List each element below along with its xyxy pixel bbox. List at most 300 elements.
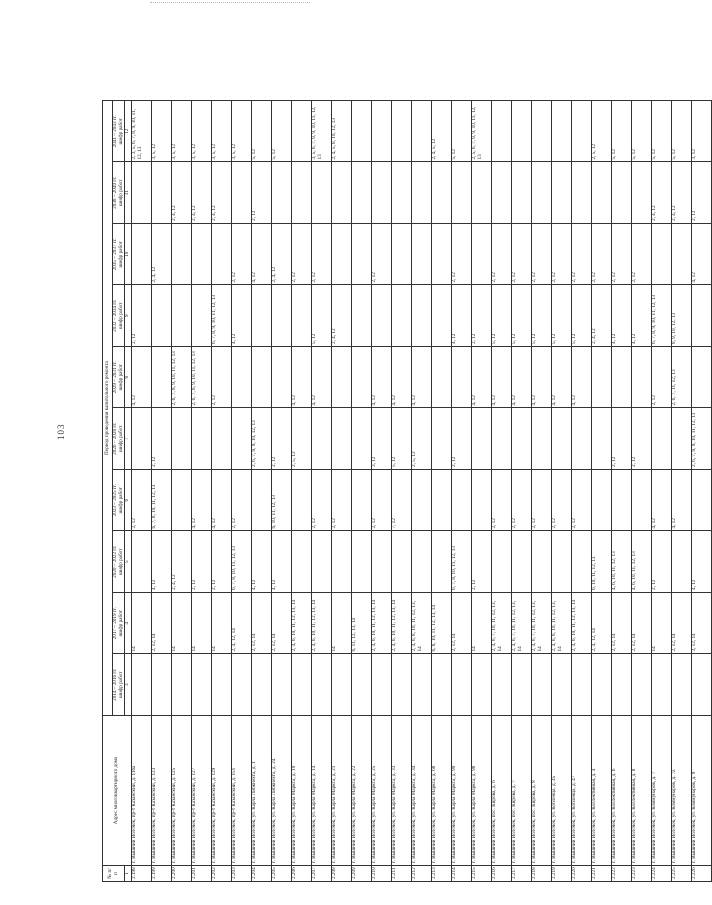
work-code-cell: 6, 7, 8, 10, 11, 12, 13 [152, 470, 172, 532]
work-code-cell [132, 654, 152, 716]
work-code-cell [432, 654, 452, 716]
work-code-cell [492, 408, 512, 470]
work-code-cell [132, 224, 152, 286]
work-code-cell: 2, 12 [492, 470, 512, 532]
work-code-cell: 2, 12 [372, 224, 392, 286]
column-index: 6 [125, 470, 132, 532]
row-number: 2.215 [472, 866, 492, 882]
period-group-header: Период проведения капитального ремонта [103, 101, 113, 716]
work-code-cell [472, 408, 492, 470]
row-address: г. Вышний Волочек, пос. Кирова, д. 6 [492, 716, 512, 866]
work-code-cell [652, 224, 672, 286]
row-number: 2.210 [372, 866, 392, 882]
work-code-cell: 2, 12 [532, 224, 552, 286]
work-code-cell: 4, 12 [252, 531, 272, 593]
work-code-cell: 4, 12 [532, 347, 552, 409]
work-code-cell [632, 470, 652, 532]
work-code-cell [432, 224, 452, 286]
column-index: 11 [125, 162, 132, 224]
column-index: 8 [125, 347, 132, 409]
row-address: г. Вышний Волочек, пр-т Казанский, д. 125 [172, 716, 192, 866]
work-code-cell [192, 654, 212, 716]
work-code-cell [472, 224, 492, 286]
work-code-cell [592, 162, 612, 224]
table-row [212, 101, 232, 882]
work-code-cell: 2, 4, 12 [652, 162, 672, 224]
work-code-cell [332, 408, 352, 470]
row-number: 2.218 [532, 866, 552, 882]
table-row [272, 101, 292, 882]
column-index: 7 [125, 408, 132, 470]
work-code-cell: 2, 5, 12 [292, 408, 312, 470]
work-code-cell: 2, 12 [212, 531, 232, 593]
work-code-cell: 2, 12 [292, 224, 312, 286]
work-code-cell [572, 408, 592, 470]
period-years: 2029 – 2031 гг. [112, 361, 118, 394]
row-address: г. Вышний Волочек, ул. Коммунаров, д. 7 [652, 716, 672, 866]
work-code-cell: 2, 12, 14 [612, 593, 632, 655]
work-code-cell [152, 347, 172, 409]
work-code-cell: 4, 12 [392, 347, 412, 409]
period-years: 2035 – 2037 гг. [112, 238, 118, 271]
work-code-cell: 5, 12 [572, 285, 592, 347]
work-code-cell [592, 654, 612, 716]
period-header [113, 285, 125, 347]
row-number: 2.205 [272, 866, 292, 882]
work-code-cell [312, 162, 332, 224]
work-code-cell: 2, 4, 6, 8, 10, 11, 12, 13, 14 [412, 593, 432, 655]
work-code-cell: 5, 12 [612, 101, 632, 163]
work-code-cell: 14 [192, 593, 212, 655]
work-code-cell: 2, 12 [492, 224, 512, 286]
table-row [332, 101, 352, 882]
table-row [572, 101, 592, 882]
work-code-cell [432, 531, 452, 593]
work-code-cell [352, 654, 372, 716]
work-code-cell: 4, 12 [192, 470, 212, 532]
work-code-cell: 2, 12 [332, 470, 352, 532]
work-code-cell [332, 347, 352, 409]
work-code-cell: 2, 12 [192, 531, 212, 593]
table-row [372, 101, 392, 882]
work-code-cell [352, 162, 372, 224]
work-code-cell: 2, 12 [152, 408, 172, 470]
work-code-cell [672, 408, 692, 470]
row-address: г. Вышний Волочек, ул. Коммунаров, д. 9 [692, 716, 712, 866]
period-subheader: шифр работ [117, 241, 124, 268]
work-code-cell [172, 224, 192, 286]
work-code-cell [492, 101, 512, 163]
work-code-cell: 5, 12 [532, 285, 552, 347]
period-subheader: шифр работ [117, 179, 124, 206]
work-code-cell [352, 101, 372, 163]
work-code-cell [432, 470, 452, 532]
work-code-cell: 14 [172, 593, 192, 655]
col-no-header: № п/п [103, 866, 125, 882]
work-code-cell [152, 285, 172, 347]
work-code-cell [412, 285, 432, 347]
work-code-cell: 4, 12 [672, 470, 692, 532]
table-row [652, 101, 672, 882]
table-row [312, 101, 332, 882]
work-code-cell: 2, 4, 5, 8, 10, 12, 13 [332, 101, 352, 163]
table-row [692, 101, 712, 882]
work-code-cell: 2, 12 [632, 408, 652, 470]
period-subheader: шифр работ [117, 425, 124, 452]
column-index: 1 [125, 866, 132, 882]
table-row [492, 101, 512, 882]
work-code-cell [452, 162, 472, 224]
work-code-cell: 2, 12 [532, 470, 552, 532]
work-code-cell: 2, 12 [472, 285, 492, 347]
row-number: 2.217 [512, 866, 532, 882]
work-code-cell [352, 285, 372, 347]
work-code-cell [632, 347, 652, 409]
work-code-cell [252, 285, 272, 347]
row-address: г. Вышний Волочек, пос. Кирова, д. 8 [532, 716, 552, 866]
work-code-cell [232, 408, 252, 470]
work-code-cell: 2, 12 [312, 224, 332, 286]
work-code-cell: 4, 12 [232, 285, 252, 347]
row-address: г. Вышний Волочек, пр-т Казанский, д. 123 [152, 716, 172, 866]
work-code-cell: 5, 12 [312, 285, 332, 347]
work-code-cell: 3, 5, 12 [152, 101, 172, 163]
work-code-cell [572, 531, 592, 593]
period-header [113, 101, 125, 163]
work-code-cell [232, 347, 252, 409]
row-address: г. Вышний Волочек, ул. Карла Маркса, д. 90 [452, 716, 472, 866]
row-number: 2.220 [572, 866, 592, 882]
work-code-cell: 2, 4, 6, 7, 10, 11, 12, 13, 14 [512, 593, 532, 655]
row-address: г. Вышний Волочек, ул. Карла Маркса, д. 68 [432, 716, 452, 866]
work-code-cell: 6, 10, 11, 12, 13 [272, 470, 292, 532]
work-code-cell [232, 162, 252, 224]
row-address: г. Вышний Волочек, ул. Кобленца, д. 45 [552, 716, 572, 866]
work-code-cell [212, 224, 232, 286]
work-code-cell [572, 101, 592, 163]
period-header [113, 408, 125, 470]
period-header [113, 470, 125, 532]
work-code-cell: 4, 12 [552, 347, 572, 409]
work-code-cell: 2, 12 [232, 470, 252, 532]
row-number: 2.213 [432, 866, 452, 882]
page-number: 103 [56, 423, 66, 440]
column-index: 5 [125, 531, 132, 593]
work-code-cell: 2, 12 [612, 224, 632, 286]
row-address: г. Вышний Волочек, пр-т Казанский, д. 127 [192, 716, 212, 866]
work-code-cell [452, 347, 472, 409]
work-code-cell [612, 347, 632, 409]
work-code-cell [172, 408, 192, 470]
work-code-cell: 5, 12 [272, 101, 292, 163]
row-number: 2.200 [172, 866, 192, 882]
work-code-cell [212, 654, 232, 716]
work-code-cell: 2, 12 [132, 470, 152, 532]
period-header [113, 347, 125, 409]
work-code-cell [512, 531, 532, 593]
work-code-cell: 2, 4, 6, 8, 10, 11, 12, 13, 14 [552, 593, 572, 655]
column-index: 3 [125, 654, 132, 716]
work-code-cell [212, 408, 232, 470]
row-number: 2.216 [492, 866, 512, 882]
work-code-cell [552, 408, 572, 470]
work-code-cell [612, 162, 632, 224]
work-code-cell [492, 531, 512, 593]
work-code-cell [292, 162, 312, 224]
work-code-cell: 3, 12 [372, 408, 392, 470]
row-number: 2.207 [312, 866, 332, 882]
row-address: г. Вышний Волочек, ул. Кобленца, д. 47 [572, 716, 592, 866]
work-code-cell [432, 408, 452, 470]
work-code-cell [592, 470, 612, 532]
row-address: г. Вышний Волочек, пр-т Казанский, д. 151 [232, 716, 252, 866]
row-address: г. Вышний Волочек, ул. Карла Маркса, д. 10 [292, 716, 312, 866]
work-code-cell [612, 654, 632, 716]
work-code-cell [692, 470, 712, 532]
row-number: 2.221 [592, 866, 612, 882]
work-code-cell [532, 101, 552, 163]
work-code-cell: 5, 12 [552, 285, 572, 347]
row-number: 2.198 [132, 866, 152, 882]
column-index: 9 [125, 285, 132, 347]
row-address: г. Вышний Волочек, ул. Карла Либкнехта, д. 1 [252, 716, 272, 866]
work-code-cell [672, 224, 692, 286]
work-code-cell: 2, 12 [272, 408, 292, 470]
work-code-cell [492, 654, 512, 716]
table-row [412, 101, 432, 882]
work-code-cell: 2, 12, 14 [452, 593, 472, 655]
work-code-cell: 4, 12 [412, 347, 432, 409]
work-code-cell [292, 654, 312, 716]
work-code-cell: 2, 12 [452, 408, 472, 470]
work-code-cell [512, 408, 532, 470]
work-code-cell [272, 654, 292, 716]
work-code-cell [372, 654, 392, 716]
work-code-cell: 2, 12 [312, 470, 332, 532]
work-code-cell [192, 408, 212, 470]
row-address: г. Вышний Волочек, ул. Карла Маркса, д. 14 [312, 716, 332, 866]
work-code-cell [252, 654, 272, 716]
work-code-cell [392, 224, 412, 286]
work-code-cell: 2, 12, 14 [672, 593, 692, 655]
work-code-cell [452, 470, 472, 532]
work-code-cell [472, 162, 492, 224]
work-code-cell: 2, 12 [452, 224, 472, 286]
work-code-cell [672, 654, 692, 716]
work-code-cell [372, 285, 392, 347]
work-code-cell [412, 101, 432, 163]
work-code-cell: 2, 6, 7, 11, 12, 13 [672, 347, 692, 409]
period-header [113, 162, 125, 224]
table-row [592, 101, 612, 882]
work-code-cell: 4, 12 [512, 347, 532, 409]
work-code-cell: 5, 12 [252, 101, 272, 163]
work-code-cell [492, 162, 512, 224]
work-code-cell: 2, 3, 5, 6, 7, 8, 9, 10, 11, 12, 13 [132, 101, 152, 163]
work-code-cell [572, 654, 592, 716]
work-code-cell [272, 285, 292, 347]
work-code-cell: 6, 7, 8, 10, 11, 12, 13 [452, 531, 472, 593]
table-row [672, 101, 692, 882]
table-row [612, 101, 632, 882]
work-code-cell: 6, 7, 8, 10, 11, 12, 13 [232, 531, 252, 593]
work-code-cell [632, 654, 652, 716]
work-code-cell: 3, 5, 12 [192, 101, 212, 163]
work-code-cell: 3, 12, 14 [692, 593, 712, 655]
work-code-cell: 2, 12 [612, 408, 632, 470]
row-number: 2.223 [632, 866, 652, 882]
work-code-cell [432, 162, 452, 224]
row-number: 2.201 [192, 866, 212, 882]
work-code-cell: 2, 12 [652, 531, 672, 593]
work-code-cell [392, 285, 412, 347]
work-code-cell [632, 162, 652, 224]
work-code-cell: 2, 5, 12 [592, 101, 612, 163]
work-code-cell: 2, 4, 12 [592, 285, 612, 347]
work-code-cell: 14 [132, 593, 152, 655]
work-code-cell [692, 285, 712, 347]
work-code-cell: 2, 12 [512, 224, 532, 286]
period-header [113, 224, 125, 286]
work-code-cell: 5, 12 [512, 285, 532, 347]
work-code-cell [372, 531, 392, 593]
work-code-cell [512, 654, 532, 716]
row-number: 2.199 [152, 866, 172, 882]
work-code-cell: 2, 4, 12 [272, 224, 292, 286]
work-code-cell [352, 347, 372, 409]
work-code-cell: 2, 12, 14 [632, 593, 652, 655]
work-code-cell [552, 162, 572, 224]
work-code-cell: 2, 12 [572, 224, 592, 286]
row-address: г. Вышний Волочек, ул. Карла Маркса, д. 98 [472, 716, 492, 866]
period-subheader: шифр работ [117, 118, 124, 145]
work-code-cell: 2, 12 [252, 162, 272, 224]
period-years: 2032 – 2034 гг. [112, 299, 118, 332]
scan-artifact [150, 2, 310, 6]
work-code-cell [532, 654, 552, 716]
work-code-cell: 4, 12 [632, 285, 652, 347]
period-subheader: шифр работ [117, 302, 124, 329]
row-address: г. Вышний Волочек, ул. Коллективная, д. 4 [592, 716, 612, 866]
work-code-cell: 6, 7, 8, 9, 10, 11, 12, 13 [652, 285, 672, 347]
column-index: 10 [125, 224, 132, 286]
period-header [113, 593, 125, 655]
work-code-cell: 4, 12 [652, 470, 672, 532]
work-code-cell [412, 470, 432, 532]
work-code-cell: 2, 12 [572, 470, 592, 532]
work-code-cell: 2, 6, 7, 8, 9, 10, 11, 12, 13 [192, 347, 212, 409]
work-code-cell: 2, 12 [232, 224, 252, 286]
work-code-cell: 4, 12 [692, 531, 712, 593]
work-code-cell: 3, 5, 12 [172, 101, 192, 163]
table-row [172, 101, 192, 882]
work-code-cell [332, 162, 352, 224]
work-code-cell [332, 224, 352, 286]
table-row [432, 101, 452, 882]
work-code-cell: 2, 4, 12, 14 [232, 593, 252, 655]
table-row [132, 101, 152, 882]
work-code-cell: 2, 4, 12 [172, 162, 192, 224]
work-code-cell [532, 531, 552, 593]
work-code-cell [232, 654, 252, 716]
work-code-cell: 2, 6, 7, 8, 9, 10, 11, 12, 13 [172, 347, 192, 409]
table-row [352, 101, 372, 882]
period-header [113, 531, 125, 593]
work-code-cell [132, 162, 152, 224]
work-code-cell [552, 654, 572, 716]
work-code-cell [332, 654, 352, 716]
row-number: 2.224 [652, 866, 672, 882]
work-code-cell [172, 654, 192, 716]
work-code-cell: 2, 12 [652, 347, 672, 409]
work-code-cell: 2, 4, 6, 7, 10, 11, 12, 13, 14 [532, 593, 552, 655]
work-code-cell [592, 347, 612, 409]
work-code-cell: 4, 12 [612, 285, 632, 347]
row-number: 2.219 [552, 866, 572, 882]
table-row [252, 101, 272, 882]
work-code-cell [532, 408, 552, 470]
work-code-cell [352, 224, 372, 286]
column-index: 4 [125, 593, 132, 655]
row-address: г. Вышний Волочек, ул. Карла Маркса, д. 22 [352, 716, 372, 866]
work-code-cell: 2, 4, 12 [672, 162, 692, 224]
row-address: г. Вышний Волочек, ул. Коллективная, д. 8 [632, 716, 652, 866]
work-code-cell: 5, 12 [392, 408, 412, 470]
period-years: 2020 – 2022 гг. [112, 545, 118, 578]
work-code-cell [372, 162, 392, 224]
work-code-cell [612, 470, 632, 532]
work-code-cell: 2, 12 [372, 470, 392, 532]
work-code-cell: 2, 5, 6, 7, 8, 9, 10, 11, 12, 13 [472, 101, 492, 163]
work-code-cell [312, 408, 332, 470]
work-code-cell: 14 [472, 593, 492, 655]
work-code-cell: 2, 12 [552, 224, 572, 286]
work-code-cell: 2, 4, 12 [212, 162, 232, 224]
row-address: г. Вышний Волочек, ул. Карла Маркса, д. 21 [332, 716, 352, 866]
table-row [232, 101, 252, 882]
work-code-cell: 4, 12 [492, 347, 512, 409]
work-code-cell: 2, 4, 6, 10, 11, 12, 13, 14 [312, 593, 332, 655]
work-code-cell [132, 408, 152, 470]
work-code-cell: 2, 12, 14 [272, 593, 292, 655]
work-code-cell [152, 162, 172, 224]
work-code-cell: 2, 12 [212, 347, 232, 409]
row-number: 2.211 [392, 866, 412, 882]
work-code-cell [392, 162, 412, 224]
work-code-cell [332, 531, 352, 593]
work-code-cell: 14 [212, 593, 232, 655]
work-code-cell [532, 162, 552, 224]
period-years: 2017 – 2019 гг. [112, 607, 118, 640]
work-code-cell [312, 654, 332, 716]
work-code-cell [352, 470, 372, 532]
row-address: г. Вышний Волочек, ул. Карла Маркса, д. 33 [392, 716, 412, 866]
work-code-cell: 2, 4, 12 [152, 224, 172, 286]
work-code-cell: 2, 5, 12 [412, 408, 432, 470]
work-code-cell: 2, 12 [692, 162, 712, 224]
work-code-cell [472, 654, 492, 716]
work-code-cell: 4, 12 [372, 347, 392, 409]
work-code-cell [652, 654, 672, 716]
row-address: г. Вышний Волочек, ул. Коллективная, д. 6 [612, 716, 632, 866]
work-code-cell: 2, 4, 12, 14 [592, 593, 612, 655]
period-subheader: шифр работ [117, 364, 124, 391]
work-code-cell: 2, 4, 5, 12 [432, 101, 452, 163]
work-code-cell: 2, 4, 6, 10, 11, 12, 13, 14 [292, 593, 312, 655]
work-code-cell: 4, 12 [272, 531, 292, 593]
work-code-cell: 2, 4, 12 [332, 285, 352, 347]
period-subheader: шифр работ [117, 610, 124, 637]
